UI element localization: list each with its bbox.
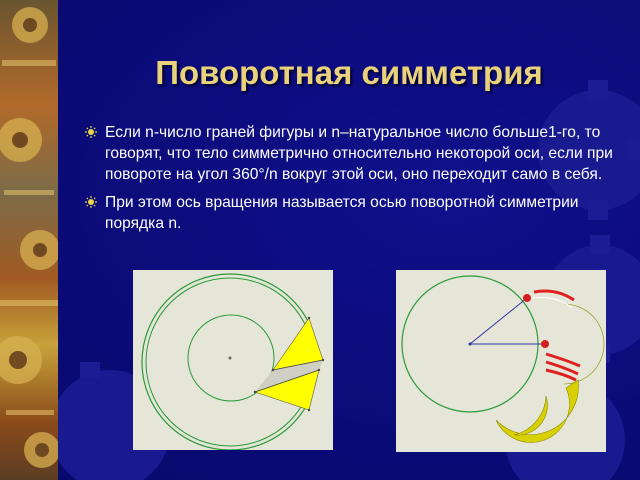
sun-bullet-icon [85,196,97,208]
bullet-text: Если n-число граней фигуры и n–натуральное число больше1-го, то говорят, что тело симметрично относительно некоторой оси, если при повороте на угол 360°/n вокруг этой оси, оно переходит само в себя. [105,124,613,183]
rotation-sector-figure [133,270,333,450]
decorative-gear-strip [0,0,58,480]
crescent-diagram [396,270,606,452]
bullet-item [85,122,620,185]
bullet-list [85,122,620,241]
concentric-circles-diagram [133,270,333,450]
slide-title: Поворотная симметрия [155,54,543,91]
bullet-text: При этом ось вращения называется осью поворотной симметрии порядка n. [105,194,579,232]
crescent-rotation-figure [396,270,606,452]
bullet-item [85,192,620,234]
sun-bullet-icon [85,126,97,138]
gear-icon [0,0,58,480]
